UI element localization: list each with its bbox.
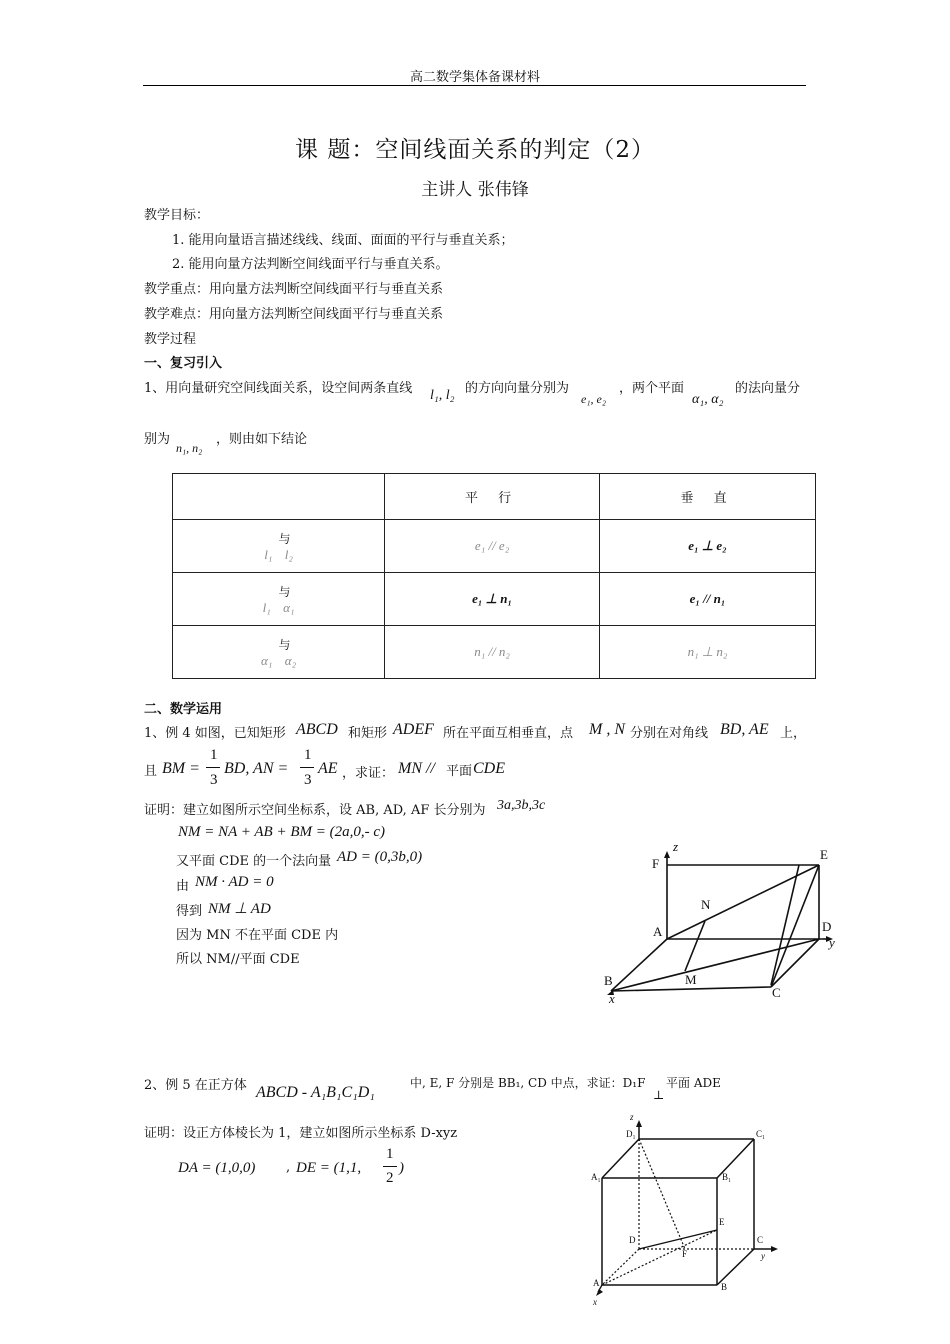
ex4-math: M , N	[589, 721, 625, 738]
fig1-label: M	[685, 972, 697, 987]
s1-text: 1、用向量研究空间线面关系，设空间两条直线	[144, 381, 413, 396]
relation-left: l₁	[262, 599, 271, 615]
relation-left: α₁	[261, 652, 273, 668]
proof-text: 又平面 CDE 的一个法向量	[176, 854, 332, 869]
section2-heading: 二、数学运用	[144, 702, 223, 717]
table-header: 平 行	[385, 474, 600, 520]
ex4-text: ，求证：	[342, 766, 395, 781]
parallel-cell: n₁ // n₂	[385, 626, 600, 679]
header-rule	[143, 85, 806, 86]
fraction-bar	[206, 767, 220, 768]
ex5-text: 平面 ADE	[666, 1076, 721, 1090]
s1-text: 别为	[144, 432, 171, 447]
proof-text: 得到	[176, 904, 203, 919]
ex5-text: 中, E, F 分别是 BB₁, CD 中点，求证：D₁F	[410, 1076, 646, 1090]
figure-rectangles	[595, 835, 850, 1010]
fig2-label: C	[757, 1235, 764, 1245]
fig2-label: C₁	[756, 1129, 766, 1139]
fig1-label: N	[701, 897, 711, 912]
equation-da: DA = (1,0,0)	[178, 1160, 256, 1176]
lesson-title: 课 题：空间线面关系的判定（2）	[295, 137, 655, 163]
ex5-math: ABCD - A₁B₁C₁D₁	[256, 1084, 375, 1101]
parallel-cell: e₁ // e₂	[385, 520, 600, 573]
relation-word: 与	[278, 637, 291, 652]
perp-symbol: ⊥	[653, 1088, 665, 1102]
lines-symbol: l₁, l₂	[430, 388, 455, 403]
fraction-bar	[300, 767, 314, 768]
table-header	[173, 474, 385, 520]
page-header: 高二数学集体备课材料	[409, 70, 540, 85]
relation-cell	[173, 520, 385, 573]
fig1-label: F	[652, 856, 660, 871]
proof-text: 所以 NM//平面 CDE	[176, 952, 300, 967]
ex4-math: BD, AE	[720, 721, 769, 738]
comma: ,	[286, 1160, 291, 1175]
process-heading: 教学过程	[144, 332, 197, 347]
relation-cell	[173, 626, 385, 679]
relation-left: l₁	[264, 546, 273, 562]
s1-text: ，则由如下结论	[216, 432, 308, 447]
fig1-label: y	[829, 935, 835, 950]
proof-text: 由	[176, 879, 190, 894]
ex4-text: 1、例 4 如图，已知矩形	[144, 726, 286, 741]
equation-4: NM ⊥ AD	[208, 901, 271, 917]
fig2-label: B₁	[722, 1172, 732, 1182]
goal-item: 2. 能用向量方法判断空间线面平行与垂直关系。	[172, 257, 449, 272]
figure-cube	[585, 1112, 785, 1308]
s1-text: 的方向向量分别为	[465, 381, 570, 396]
proof-text: 证明：建立如图所示空间坐标系，设 AB, AD, AF 长分别为	[144, 803, 486, 818]
fig2-label: x	[593, 1297, 597, 1307]
speaker: 主讲人 张伟锋	[421, 180, 529, 200]
ex4-text: 分别在对角线	[630, 726, 709, 741]
fig2-label: D₁	[626, 1129, 636, 1139]
ex4-text: 和矩形	[348, 726, 388, 741]
goals-heading: 教学目标：	[144, 208, 210, 223]
s1-text: 的法向量分	[735, 381, 801, 396]
relation-right: α₂	[284, 652, 297, 668]
table-header: 垂 直	[600, 474, 816, 520]
ex4-text: 所在平面互相垂直，点	[443, 726, 574, 741]
vectors-n: n₁, n₂	[176, 441, 203, 455]
fig1-label: E	[820, 847, 828, 862]
section1-heading: 一、复习引入	[144, 356, 223, 371]
fraction-den: 2	[386, 1170, 394, 1186]
fig2-label: y	[761, 1251, 765, 1261]
proof-text: 证明：设正方体棱长为 1，建立如图所示坐标系 D-xyz	[144, 1126, 458, 1141]
ex4-math: BM =	[162, 760, 200, 777]
fig1-label: C	[772, 985, 781, 1000]
fig2-label: z	[630, 1112, 634, 1122]
planes-symbol: α₁, α₂	[692, 392, 724, 407]
table-row	[173, 573, 816, 626]
fraction-num: 1	[210, 747, 218, 763]
ex4-math: BD, AN =	[224, 760, 289, 777]
perp-cell: n₁ ⊥ n₂	[600, 626, 816, 679]
ex5-text: 2、例 5 在正方体	[144, 1078, 247, 1093]
difficulty: 教学难点：用向量方法判断空间线面平行与垂直关系	[144, 307, 444, 322]
fig2-label: D	[629, 1235, 636, 1245]
ex4-text: 平面	[446, 764, 473, 779]
ex4-text: 且	[144, 764, 158, 779]
fraction-bar	[383, 1166, 397, 1167]
equation-de-close: )	[399, 1160, 404, 1176]
table-row	[173, 520, 816, 573]
relation-right: α₁	[283, 599, 295, 615]
relation-cell	[173, 573, 385, 626]
ex4-math: CDE	[473, 760, 505, 777]
equation-3: NM · AD = 0	[195, 874, 274, 890]
proof-text: 因为 MN 不在平面 CDE 内	[176, 928, 339, 943]
fig1-label: D	[822, 919, 832, 934]
s1-text: ，两个平面	[619, 381, 685, 396]
fig2-label: E	[719, 1217, 725, 1227]
ex4-math: AE	[318, 760, 338, 777]
relation-word: 与	[278, 584, 291, 599]
key-point: 教学重点：用向量方法判断空间线面平行与垂直关系	[144, 282, 444, 297]
fig2-label: F	[682, 1249, 688, 1259]
goal-item: 1. 能用向量语言描述线线、线面、面面的平行与垂直关系；	[172, 233, 514, 248]
relation-table	[172, 473, 816, 679]
fraction-den: 3	[210, 772, 218, 788]
relation-right: l₂	[284, 546, 293, 562]
fraction-num: 1	[304, 747, 312, 763]
ex4-math: ADEF	[393, 721, 434, 738]
fig1-label: B	[604, 973, 613, 988]
equation-1: NM = NA + AB + BM = (2a,0,- c)	[178, 824, 385, 840]
equation-de: DE = (1,1,	[296, 1160, 362, 1176]
fraction-num: 1	[386, 1146, 394, 1162]
equation-2: AD = (0,3b,0)	[337, 849, 423, 865]
fig2-label: A₁	[591, 1172, 601, 1182]
fig2-label: B	[721, 1282, 728, 1292]
parallel-cell: e₁ ⊥ n₁	[385, 573, 600, 626]
ex4-math: ABCD	[296, 721, 338, 738]
table-row	[173, 626, 816, 679]
fig1-label: A	[653, 924, 663, 939]
vectors-e: e₁, e₂	[581, 392, 606, 406]
fraction-den: 3	[304, 772, 312, 788]
fig2-label: A	[593, 1278, 600, 1288]
perp-cell: e₁ ⊥ e₂	[600, 520, 816, 573]
perp-cell: e₁ // n₁	[600, 573, 816, 626]
relation-word: 与	[278, 531, 291, 546]
proof-math: 3a,3b,3c	[497, 798, 546, 813]
ex4-math: MN //	[398, 760, 435, 777]
fig1-label: x	[609, 991, 615, 1006]
fig1-label: z	[673, 839, 679, 854]
ex4-text: 上，	[780, 726, 807, 741]
